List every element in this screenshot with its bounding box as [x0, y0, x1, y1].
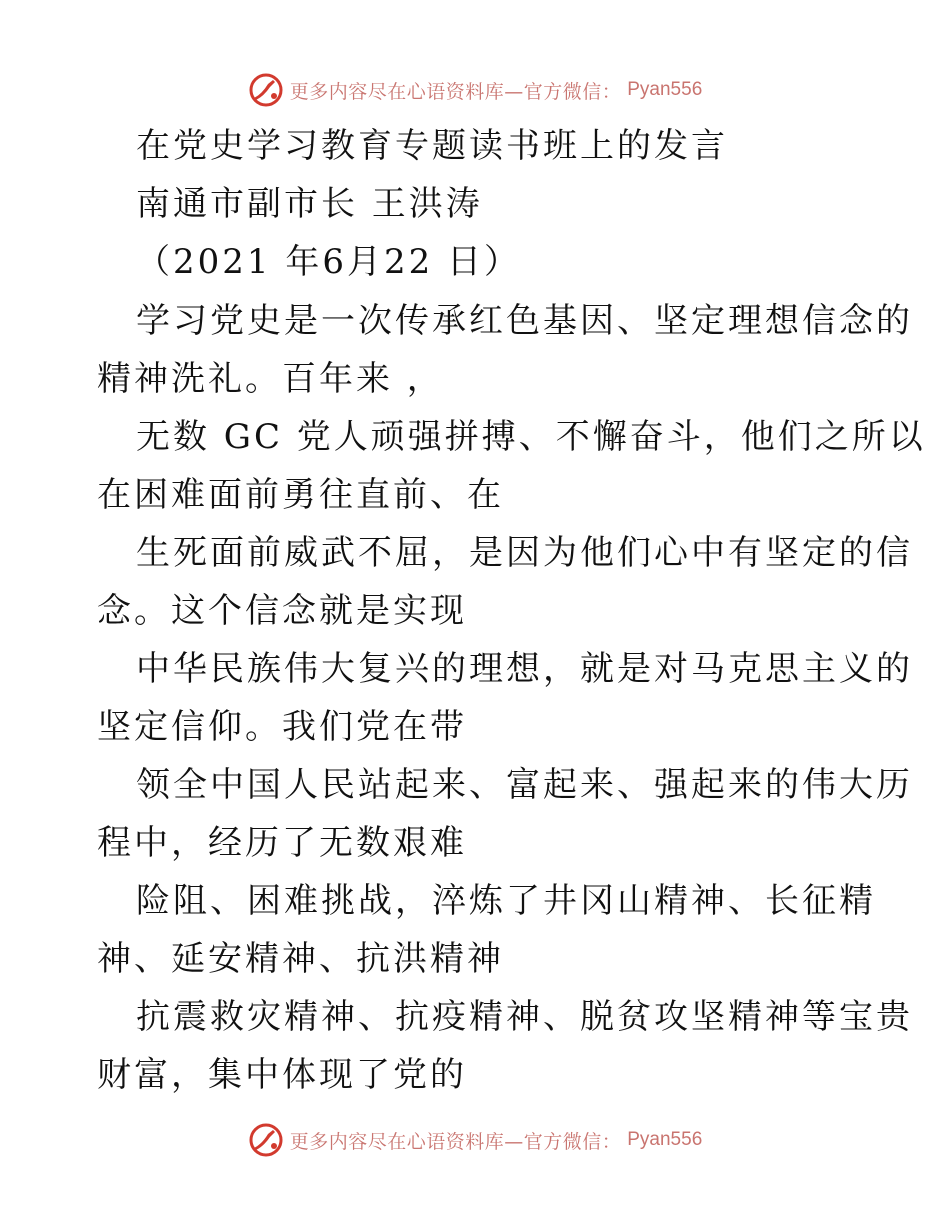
- pen-logo-icon: [248, 72, 284, 108]
- paragraph-line: 坚定信仰。我们党在带: [97, 707, 467, 747]
- paragraph-line: 无数 GC 党人顽强拼搏、不懈奋斗，他们之所以: [136, 417, 926, 457]
- document-title: 在党史学习教育专题读书班上的发言: [136, 126, 728, 166]
- watermark-text: 更多内容尽在心语资料库—官方微信：: [289, 80, 622, 103]
- paragraph-line: 生死面前威武不屈，是因为他们心中有坚定的信: [136, 533, 913, 573]
- paragraph-line: 抗震救灾精神、抗疫精神、脱贫攻坚精神等宝贵: [136, 997, 913, 1037]
- footer-watermark: [0, 1120, 950, 1160]
- paragraph-line: 领全中国人民站起来、富起来、强起来的伟大历: [136, 765, 913, 805]
- paragraph-line: 财富，集中体现了党的: [97, 1055, 467, 1095]
- watermark-text: 更多内容尽在心语资料库—官方微信：: [289, 1130, 622, 1153]
- header-watermark: [0, 70, 950, 110]
- paragraph-line: 精神洗礼。百年来 ，: [97, 359, 444, 399]
- document-author: 南通市副市长 王洪涛: [136, 184, 483, 224]
- pen-logo-icon: [248, 1122, 284, 1158]
- paragraph-line: 学习党史是一次传承红色基因、坚定理想信念的: [136, 301, 913, 341]
- watermark-wechat-id: Pyan556: [627, 79, 703, 100]
- document-date: （2021 年6月22 日）: [136, 242, 522, 282]
- paragraph-line: 神、延安精神、抗洪精神: [97, 939, 504, 979]
- paragraph-line: 在困难面前勇往直前、在: [97, 475, 504, 515]
- paragraph-line: 程中，经历了无数艰难: [97, 823, 467, 863]
- watermark-wechat-id: Pyan556: [627, 1129, 703, 1150]
- paragraph-line: 中华民族伟大复兴的理想，就是对马克思主义的: [136, 649, 913, 689]
- paragraph-line: 念。这个信念就是实现: [97, 591, 467, 631]
- paragraph-line: 险阻、困难挑战，淬炼了井冈山精神、长征精: [136, 881, 876, 921]
